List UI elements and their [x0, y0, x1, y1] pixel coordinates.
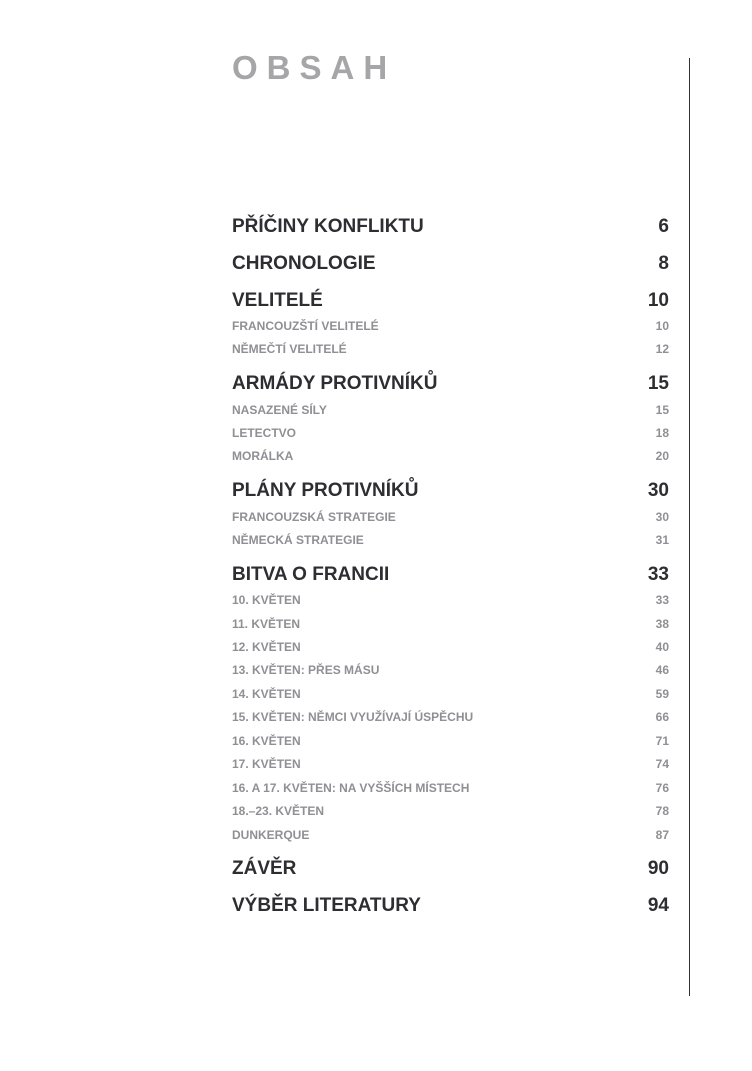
toc-subentry-label: 13. KVĚTEN: PŘES MÁSU	[232, 663, 380, 677]
toc-subentry-label: 18.–23. KVĚTEN	[232, 804, 325, 818]
toc-subentry-label: 14. KVĚTEN	[232, 687, 301, 701]
toc-entry-label: VÝBĚR LITERATURY	[232, 895, 421, 916]
toc-subentry-label: FRANCOUZŠTÍ VELITELÉ	[232, 319, 379, 333]
toc-subentry[interactable]	[232, 533, 669, 547]
toc-subentry[interactable]	[232, 319, 669, 333]
toc-entry[interactable]	[232, 373, 669, 395]
toc-subentry[interactable]	[232, 617, 669, 631]
toc-subentry-page: 78	[655, 804, 669, 818]
toc-subentry-label: 16. A 17. KVĚTEN: NA VYŠŠÍCH MÍSTECH	[232, 781, 470, 795]
toc-subentry-page: 74	[655, 757, 669, 771]
toc-entry[interactable]	[232, 290, 669, 312]
toc-entry[interactable]	[232, 253, 669, 275]
toc-subentry-label: NASAZENÉ SÍLY	[232, 403, 327, 417]
toc-entry[interactable]	[232, 564, 669, 586]
toc-subentry[interactable]	[232, 403, 669, 417]
toc-subentry[interactable]	[232, 342, 669, 356]
toc-subentry[interactable]	[232, 426, 669, 440]
toc-subentry[interactable]	[232, 593, 669, 607]
toc-subentry-page: 12	[655, 342, 669, 356]
toc-subentry-page: 30	[655, 510, 669, 524]
toc-subentry-label: 15. KVĚTEN: NĚMCI VYUŽÍVAJÍ ÚSPĚCHU	[232, 710, 474, 724]
page-title: OBSAH	[232, 49, 397, 86]
toc-subentry-page: 76	[655, 781, 669, 795]
toc-entry-page: 90	[647, 858, 669, 879]
toc-entry-page: 10	[647, 290, 669, 311]
toc-subentry-page: 10	[655, 319, 669, 333]
toc-subentry[interactable]	[232, 449, 669, 463]
toc-entry-page: 33	[647, 564, 669, 585]
toc-entry-label: VELITELÉ	[232, 290, 323, 311]
toc-entry-page: 94	[647, 895, 669, 916]
toc-subentry-page: 87	[655, 828, 669, 842]
toc-subentry-label: MORÁLKA	[232, 449, 294, 463]
toc-entry[interactable]	[232, 858, 669, 880]
toc-entry-page: 30	[647, 480, 669, 501]
toc-subentry-label: 12. KVĚTEN	[232, 640, 301, 654]
toc-subentry[interactable]	[232, 510, 669, 524]
toc-subentry-label: 11. KVĚTEN	[232, 617, 301, 631]
toc-entry-label: PŘÍČINY KONFLIKTU	[232, 216, 424, 237]
toc-subentry-page: 15	[655, 403, 669, 417]
toc-entry-label: PLÁNY PROTIVNÍKŮ	[232, 480, 419, 501]
toc-subentry[interactable]	[232, 781, 669, 795]
toc-subentry-label: NĚMEČTÍ VELITELÉ	[232, 342, 347, 356]
toc-subentry[interactable]	[232, 757, 669, 771]
toc-subentry[interactable]	[232, 804, 669, 818]
toc-entry-label: BITVA O FRANCII	[232, 564, 390, 585]
toc-subentry-page: 33	[655, 593, 669, 607]
toc-entry-page: 6	[658, 216, 669, 237]
toc-subentry-page: 66	[655, 710, 669, 724]
toc-entry-label: ARMÁDY PROTIVNÍKŮ	[232, 373, 438, 394]
toc-subentry-page: 20	[655, 449, 669, 463]
toc-subentry[interactable]	[232, 710, 669, 724]
toc-subentry-label: 17. KVĚTEN	[232, 757, 301, 771]
toc-entry-label: ZÁVĚR	[232, 858, 297, 879]
toc-subentry-page: 40	[655, 640, 669, 654]
toc-subentry-page: 38	[655, 617, 669, 631]
toc-subentry-page: 31	[655, 533, 669, 547]
toc-subentry[interactable]	[232, 663, 669, 677]
toc-entry[interactable]	[232, 480, 669, 502]
toc-entry[interactable]	[232, 895, 669, 917]
margin-rule	[689, 58, 690, 996]
toc-subentry-label: NĚMECKÁ STRATEGIE	[232, 533, 364, 547]
toc-subentry[interactable]	[232, 687, 669, 701]
toc-entry[interactable]	[232, 216, 669, 238]
toc-subentry-page: 59	[655, 687, 669, 701]
toc-subentry[interactable]	[232, 734, 669, 748]
toc-subentry-page: 71	[655, 734, 669, 748]
toc-subentry-label: FRANCOUZSKÁ STRATEGIE	[232, 510, 396, 524]
toc-entry-label: CHRONOLOGIE	[232, 253, 376, 274]
toc-subentry-label: 16. KVĚTEN	[232, 734, 301, 748]
toc-entry-page: 8	[658, 253, 669, 274]
toc-entry-page: 15	[647, 373, 669, 394]
toc-subentry-label: DUNKERQUE	[232, 828, 310, 842]
toc-subentry-label: LETECTVO	[232, 426, 297, 440]
toc-subentry[interactable]	[232, 640, 669, 654]
toc-subentry-page: 46	[655, 663, 669, 677]
toc-subentry[interactable]	[232, 828, 669, 842]
toc-subentry-label: 10. KVĚTEN	[232, 593, 301, 607]
toc-subentry-page: 18	[655, 426, 669, 440]
